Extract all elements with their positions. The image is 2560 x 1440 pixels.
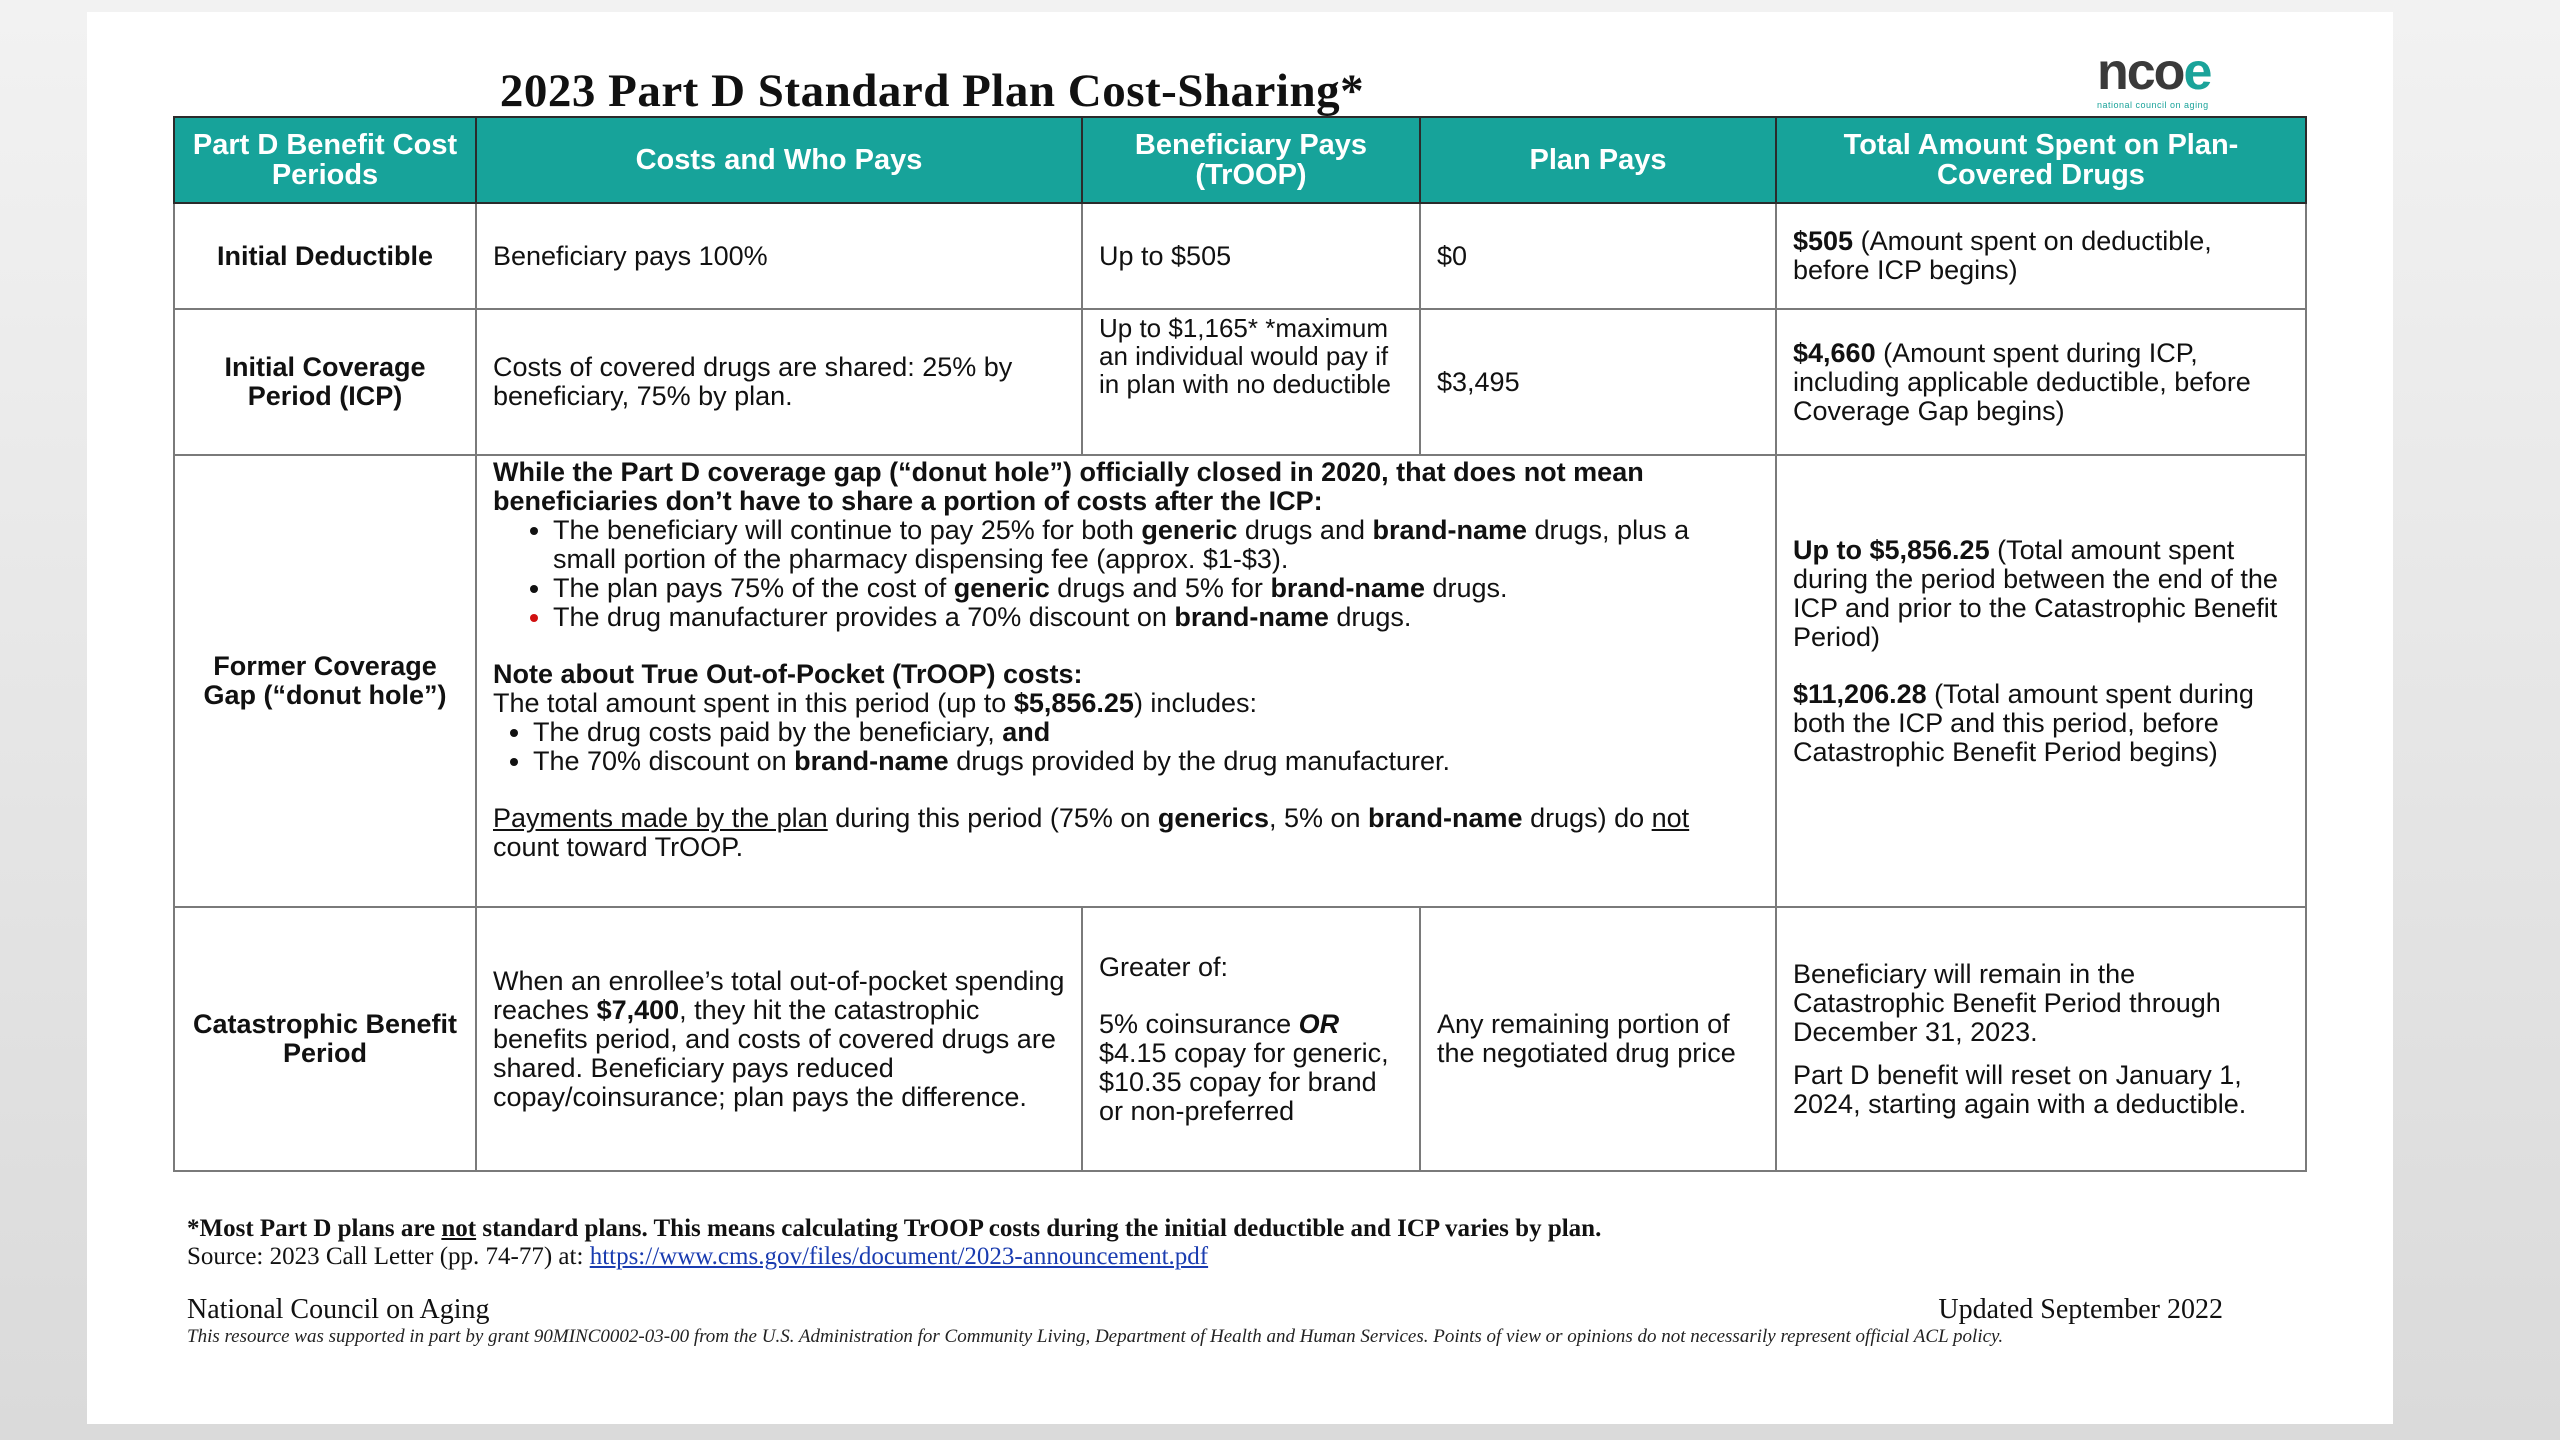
total-cell: $505 (Amount spent on deductible, before ICP begins) — [1776, 203, 2306, 309]
table-header-row — [174, 117, 2306, 203]
plan-cell: $0 — [1420, 203, 1776, 309]
updated-date: Updated September 2022 — [1938, 1294, 2223, 1325]
beneficiary-cell: Greater of: 5% coinsurance OR $4.15 copay for generic, $10.35 copay for brand or non-preferred — [1082, 907, 1420, 1171]
logo-tagline: national council on aging — [2097, 100, 2209, 110]
troop-bullets — [493, 718, 1759, 776]
coverage-gap-details — [476, 455, 1776, 907]
troop-note-heading: Note about True Out-of-Pocket (TrOOP) costs: — [493, 659, 1083, 689]
organization-name: National Council on Aging — [187, 1294, 490, 1325]
source-link[interactable]: https://www.cms.gov/files/document/2023-announcement.pdf — [589, 1243, 1209, 1270]
document-slide — [87, 12, 2393, 1424]
costs-cell: Costs of covered drugs are shared: 25% by beneficiary, 75% by plan. — [476, 309, 1082, 455]
footnote: *Most Part D plans are not standard plans. This means calculating TrOOP costs during the initial deductible and ICP varies by plan. — [187, 1215, 1602, 1242]
period-coverage-gap: Former Coverage Gap (“donut hole”) — [174, 455, 476, 907]
logo-wordmark: ncoe — [2097, 43, 2211, 101]
period-initial-deductible: Initial Deductible — [174, 203, 476, 309]
source-citation: Source: 2023 Call Letter (pp. 74-77) at: https://www.cms.gov/files/document/2023-announcement.pdf — [187, 1243, 1209, 1270]
period-catastrophic: Catastrophic Benefit Period — [174, 907, 476, 1171]
ncoa-logo — [2097, 43, 2257, 116]
grant-disclaimer: This resource was supported in part by grant 90MINC0002-03-00 from the U.S. Administration for Community Living, Department of Health and Human Services. Points of view or opinions do not necessarily represent official ACL policy. — [187, 1326, 2004, 1347]
table-row-coverage-gap — [174, 455, 2306, 907]
list-item: • The drug costs paid by the beneficiary, and — [533, 718, 1759, 747]
beneficiary-cell: Up to $505 — [1082, 203, 1420, 309]
header-total-amount: Total Amount Spent on Plan-Covered Drugs — [1776, 117, 2306, 203]
header-plan-pays: Plan Pays — [1420, 117, 1776, 203]
list-item: • The 70% discount on brand-name drugs provided by the drug manufacturer. — [533, 747, 1759, 776]
gap-total-1: Up to $5,856.25 (Total amount spent during the period between the end of the ICP and prior to the Catastrophic Benefit Period) — [1793, 534, 2278, 652]
total-cell — [1776, 455, 2306, 907]
table-row-icp — [174, 309, 2306, 455]
total-cell: Beneficiary will remain in the Catastrophic Benefit Period through December 31, 2023. Part D benefit will reset on January 1, 2024, starting again with a deductible. — [1776, 907, 2306, 1171]
total-cell: $4,660 (Amount spent during ICP, including applicable deductible, before Coverage Gap begins) — [1776, 309, 2306, 455]
header-beneficiary-pays: Beneficiary Pays (TrOOP) — [1082, 117, 1420, 203]
period-icp: Initial Coverage Period (ICP) — [174, 309, 476, 455]
plan-payments-note: Payments made by the plan during this period (75% on generics, 5% on brand-name drugs) do not count toward TrOOP. — [493, 803, 1690, 862]
beneficiary-cell: Up to $1,165* *maximum an individual would pay if in plan with no deductible — [1082, 309, 1420, 455]
list-item: • The plan pays 75% of the cost of generic drugs and 5% for brand-name drugs. — [553, 574, 1759, 603]
plan-cell: Any remaining portion of the negotiated drug price — [1420, 907, 1776, 1171]
table-row-catastrophic — [174, 907, 2306, 1171]
gap-bullets — [493, 516, 1759, 632]
table-row-initial-deductible — [174, 203, 2306, 309]
plan-cell: $3,495 — [1420, 309, 1776, 455]
gap-intro: While the Part D coverage gap (“donut hole”) officially closed in 2020, that does not mean beneficiaries don’t have to share a portion of costs after the ICP: — [493, 457, 1644, 516]
gap-total-2: $11,206.28 (Total amount spent during both the ICP and this period, before Catastrophic Benefit Period begins) — [1793, 678, 2254, 767]
page-title: 2023 Part D Standard Plan Cost-Sharing* — [499, 65, 1365, 117]
troop-note-text: The total amount spent in this period (up to $5,856.25) includes: — [493, 688, 1257, 718]
header-costs-who-pays: Costs and Who Pays — [476, 117, 1082, 203]
list-item: • The drug manufacturer provides a 70% discount on brand-name drugs. — [553, 603, 1759, 632]
cost-sharing-table — [173, 116, 2307, 1172]
header-cost-periods: Part D Benefit Cost Periods — [174, 117, 476, 203]
list-item: • The beneficiary will continue to pay 25% for both generic drugs and brand-name drugs, plus a small portion of the pharmacy dispensing fee (approx. $1-$3). — [553, 516, 1759, 574]
costs-cell: When an enrollee’s total out-of-pocket spending reaches $7,400, they hit the catastrophic benefits period, and costs of covered drugs are shared. Beneficiary pays reduced copay/coinsurance; plan pays the difference. — [476, 907, 1082, 1171]
costs-cell: Beneficiary pays 100% — [476, 203, 1082, 309]
